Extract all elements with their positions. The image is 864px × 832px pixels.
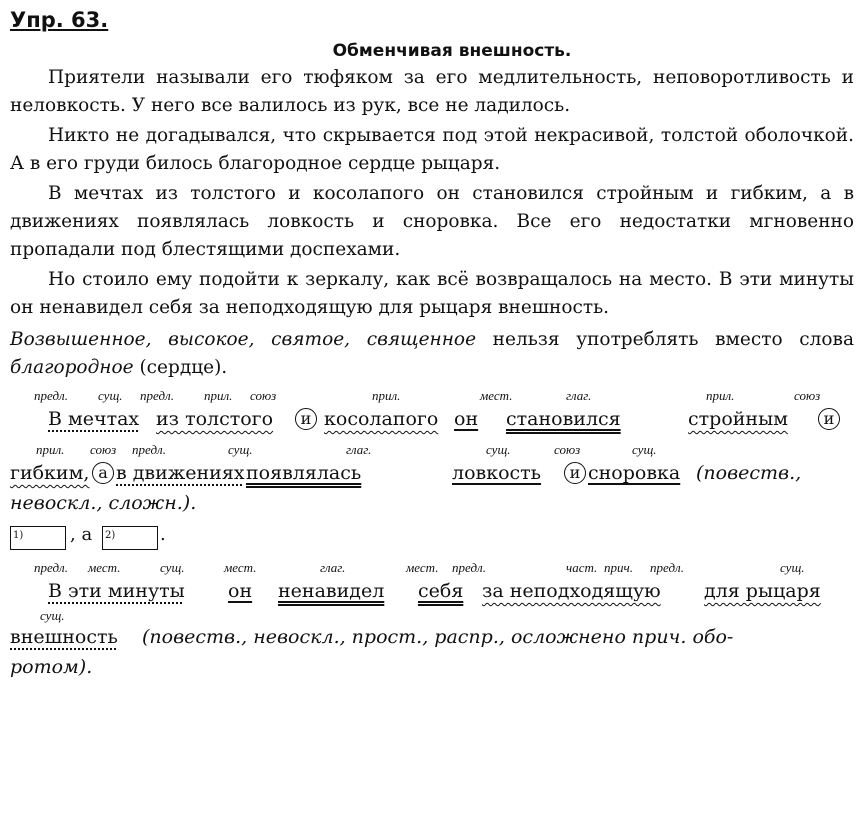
pos-label: сущ. xyxy=(160,560,185,575)
exercise-page xyxy=(10,8,854,684)
parse1-labels-1 xyxy=(10,382,854,406)
pos-label: прил. xyxy=(204,388,233,403)
pos-label: союз xyxy=(554,442,581,457)
conjunction-circle: и xyxy=(818,408,840,430)
scheme-box-2 xyxy=(102,526,158,550)
parse2-sentence-1 xyxy=(10,578,854,608)
pos-label: мест. xyxy=(406,560,439,575)
conjunction-circle: а xyxy=(92,462,114,484)
pos-label: мест. xyxy=(224,560,257,575)
note-end: (сердце). xyxy=(133,357,228,378)
pos-label: союз xyxy=(90,442,117,457)
parse1-tail xyxy=(10,490,854,518)
pos-label: предл. xyxy=(452,560,486,575)
text-heading: Обменчивая внешность. xyxy=(332,41,572,61)
scheme-end: . xyxy=(160,524,166,545)
pos-label: предл. xyxy=(650,560,684,575)
note-italic: Возвышенное, высокое, святое, священное xyxy=(10,329,477,350)
pos-label: сущ. xyxy=(40,608,65,623)
pos-label: предл. xyxy=(34,560,68,575)
pos-label: сущ. xyxy=(228,442,253,457)
scheme-box-1 xyxy=(10,526,66,550)
predicate-word: ненавидел xyxy=(278,580,385,602)
pos-label: сущ. xyxy=(98,388,123,403)
conjunction-circle: и xyxy=(564,462,586,484)
sentence-word: для рыцаря xyxy=(704,580,821,602)
pos-label: прил. xyxy=(36,442,65,457)
predicate-word: становился xyxy=(506,408,621,430)
scheme-box-label: 1) xyxy=(13,530,24,541)
pos-label: предл. xyxy=(34,388,68,403)
sentence-word: стройным xyxy=(688,408,788,430)
sentence-scheme xyxy=(10,524,854,554)
paragraph-2: Никто не догадывался, что скрывается под этой некрасивой, толстой оболочкой. А в его груди билось благородное сердце рыцаря. xyxy=(10,125,854,174)
subject-word: он xyxy=(228,580,253,602)
pos-label: глаг. xyxy=(320,560,346,575)
sentence-word: в движениях xyxy=(116,462,245,484)
characteristics: ротом). xyxy=(10,656,93,678)
pos-label: союз xyxy=(794,388,821,403)
pos-label: предл. xyxy=(140,388,174,403)
note-word: благородное xyxy=(10,357,134,378)
subject-word: он xyxy=(454,408,479,430)
pos-label: союз xyxy=(250,388,277,403)
sentence-word: гибким, xyxy=(10,462,90,484)
sentence-word: внешность xyxy=(10,626,118,648)
note-middle: нельзя употреблять вместо слова xyxy=(476,329,854,350)
scheme-box-label: 2) xyxy=(105,530,116,541)
parse2-labels-1 xyxy=(10,554,854,578)
paragraph-3: В мечтах из толстого и косолапого он становился стройным и гибким, а в движениях появлялась ловкость и сноровка. Все его недостатки мгновенно пропадали под блестящими доспехами. xyxy=(10,183,854,260)
pos-label: сущ. xyxy=(780,560,805,575)
parse1-labels-2 xyxy=(10,436,854,460)
pos-label: сущ. xyxy=(632,442,657,457)
sentence-word: косолапого xyxy=(324,408,439,430)
scheme-separator: , а xyxy=(70,524,93,545)
synonym-note xyxy=(10,326,854,382)
pos-label: прич. xyxy=(604,560,633,575)
pos-label: прил. xyxy=(706,388,735,403)
pos-label: сущ. xyxy=(486,442,511,457)
pos-label: мест. xyxy=(480,388,513,403)
characteristics: невоскл., сложн.). xyxy=(10,492,197,514)
pos-label: предл. xyxy=(132,442,166,457)
subject-word: ловкость xyxy=(452,462,542,484)
pos-label: прил. xyxy=(372,388,401,403)
conjunction-circle: и xyxy=(295,408,317,430)
parse2-tail xyxy=(10,654,854,684)
pos-label: глаг. xyxy=(566,388,592,403)
pos-label: глаг. xyxy=(346,442,372,457)
paragraph-1: Приятели называли его тюфяком за его медлительность, неповоротливость и неловкость. У него все валилось из рук, все не ладилось. xyxy=(10,67,854,116)
pos-label: част. xyxy=(566,560,598,575)
sentence-word: В эти минуты xyxy=(48,580,185,602)
characteristics: (повеств., невоскл., прост., распр., осложнено прич. обо- xyxy=(142,626,734,648)
predicate-word: появлялась xyxy=(246,462,362,484)
parse2-labels-2 xyxy=(10,608,854,624)
subject-word: сноровка xyxy=(588,462,681,484)
parse2-sentence-2 xyxy=(10,624,854,654)
parse1-sentence-2 xyxy=(10,460,854,490)
parse1-sentence-1 xyxy=(10,406,854,436)
paragraph-4: Но стоило ему подойти к зеркалу, как всё возвращалось на место. В эти минуты он ненавидел себя за неподходящую для рыцаря внешность. xyxy=(10,269,854,318)
predicate-word: себя xyxy=(418,580,464,602)
sentence-word: В мечтах xyxy=(48,408,140,430)
sentence-word: за неподходящую xyxy=(482,580,661,602)
characteristics: (повеств., xyxy=(696,462,802,484)
sentence-word: из толстого xyxy=(156,408,274,430)
exercise-title: Упр. 63. xyxy=(10,8,109,32)
pos-label: мест. xyxy=(88,560,121,575)
